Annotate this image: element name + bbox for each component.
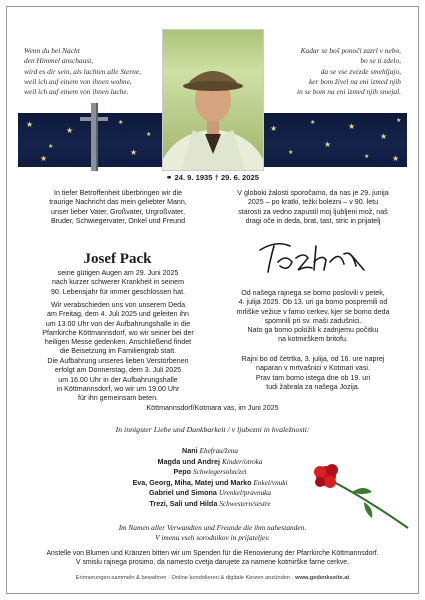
text-line: Wir verabschieden uns von unserem Deda bbox=[50, 301, 186, 309]
mourner-names: Eva, Georg, Miha, Matej und Marko bbox=[132, 477, 252, 487]
poem-line: weil ich auf einem von ihnen lache. bbox=[24, 87, 129, 97]
poem-line: bo se ti zdelo, bbox=[360, 56, 401, 66]
funeral-german bbox=[28, 301, 208, 357]
text-line: V imenu vseh sorodnikov in prijateljev. bbox=[155, 532, 270, 542]
poem-line: den Himmel anschaust, bbox=[24, 56, 94, 66]
star-icon: ★ bbox=[310, 120, 316, 126]
text-line: V globoki žalosti sporočamo, da nas je 29. junija bbox=[237, 189, 389, 197]
text-line: Pfarrkirche Köttmannsdorf, wo wir seiner bei der bbox=[42, 328, 194, 337]
text-line: unser lieber Vater, Großvater, Urgroßvater, bbox=[51, 207, 185, 216]
poem-line: da se vse zvezde smehljajo, bbox=[320, 66, 401, 76]
text-line: Nato ga bomo položili k zadnjemu počitku bbox=[247, 326, 379, 335]
text-line: starosti za vedno zapustil moj ljubljeni mož, naš bbox=[238, 207, 388, 216]
mourner-relation: Schwiegersohn/zet bbox=[193, 468, 247, 476]
text-line: 90. Lebensjahr für immer geschlossen hat. bbox=[50, 287, 186, 296]
text-line: 4. julija 2025. Ob 13. uri ga bomo pospremili od bbox=[238, 298, 388, 307]
text-line: am Freitag, dem 4. Juli 2025 und geleiten ihn bbox=[47, 310, 189, 319]
mourner-names: Trezi, Sali und Hilda bbox=[149, 498, 218, 508]
star-icon: ★ bbox=[392, 154, 400, 163]
text-line: naparan v mrtvašnici v Kotmari vasi. bbox=[256, 364, 370, 373]
text-line: traurige Nachricht das mein geliebter Mann, bbox=[49, 198, 187, 207]
text-line: 2025 – po kratki, težki bolezni – v 90. letu bbox=[247, 198, 379, 207]
poem-slovenian bbox=[261, 46, 401, 97]
text-line: Prav tam bomo istega dne ob 19. uri bbox=[255, 373, 371, 382]
mourner-names: Nani bbox=[182, 446, 198, 455]
text-line: nach kurzer schwerer Krankheit in seinem bbox=[51, 278, 185, 287]
poem-line: wird es dir sein, als lachten alle Sterne, bbox=[24, 66, 141, 76]
birth-death-dates: ⚭ 24. 9. 1935 † 29. 6. 2025 bbox=[166, 173, 259, 182]
death-notice-german bbox=[28, 269, 208, 297]
donation-notice bbox=[0, 549, 425, 567]
star-icon: ★ bbox=[396, 118, 402, 124]
text-line: für ihn gemeinsam beten. bbox=[77, 394, 159, 403]
wake-german bbox=[28, 357, 208, 403]
text-line: tudi žabrala za našega Jozija. bbox=[266, 382, 360, 391]
text-line: Od našega rajnega se bomo poslovili v petek, bbox=[241, 289, 385, 297]
star-icon: ★ bbox=[26, 120, 34, 129]
text-line: Im Namen aller Verwandten und Freunde die ihm nahestanden. bbox=[118, 523, 307, 532]
mourner-names: Magda und Andrej bbox=[157, 456, 220, 466]
text-line: Bruder, Schwiegervater, Onkel und Freund bbox=[50, 216, 186, 225]
wake-slovenian bbox=[218, 355, 408, 392]
funeral-slovenian bbox=[218, 289, 408, 345]
handwritten-signature bbox=[256, 236, 371, 278]
star-icon: ★ bbox=[348, 122, 356, 131]
text-line: dragi oče in deda, brat, tast, stric in prijatelj bbox=[245, 216, 381, 225]
poem-line: weil ich auf einem von ihnen wohne, bbox=[24, 76, 132, 86]
announcement-slovenian bbox=[218, 189, 408, 226]
portrait-illustration bbox=[163, 30, 263, 170]
mourner-row bbox=[60, 446, 360, 457]
mourners-heading: In innigster Liebe und Dankbarkeit / v ljubezni in hvaležnosti: bbox=[115, 425, 310, 434]
star-icon: ★ bbox=[48, 144, 54, 150]
deceased-name: Josef Pack bbox=[83, 251, 152, 267]
star-icon: ★ bbox=[40, 154, 48, 163]
poem-line: Kadar se boš ponoči zazrl v nebo, bbox=[300, 46, 401, 55]
footer bbox=[0, 575, 425, 581]
poem-line: Wenn du bei Nacht bbox=[24, 46, 80, 55]
text-line: Anstelle von Blumen und Kränzen bitten wir um Spenden für die Renovierung der Pfarrkirche Köttmannsdorf. bbox=[46, 550, 379, 557]
portrait-photo bbox=[162, 29, 264, 171]
place-and-date: Köttmannsdorf/Kotmara vas, im Juni 2025 bbox=[146, 404, 279, 412]
poem-line: in se bom na eni izmed njih smejal. bbox=[297, 87, 401, 97]
text-line: spomnili pri sv. maši zadušnici. bbox=[264, 316, 362, 325]
mourner-names: Gabriel und Simona bbox=[149, 488, 217, 497]
star-icon: ★ bbox=[364, 154, 370, 160]
text-line: erfolgt am Donnerstag, dem 3. Juli 2025 bbox=[54, 366, 182, 375]
star-icon: ★ bbox=[146, 132, 152, 138]
poem-german bbox=[24, 46, 164, 97]
star-icon: ★ bbox=[380, 132, 388, 141]
mourner-names: Pepo bbox=[173, 467, 192, 476]
text-line: heiligen Messe gedenken. Anschließend findet bbox=[44, 338, 192, 347]
star-icon: ★ bbox=[270, 124, 278, 133]
text-line: mrliške vežice v farno cerkev, kjer se bomo deda bbox=[236, 307, 390, 316]
text-line: in Köttmannsdorf, wo wir um 19.00 Uhr bbox=[56, 384, 180, 393]
text-line: seine gütigen Augen am 29. Juni 2025 bbox=[57, 269, 179, 277]
mourner-relation: Urenkel/pravnuka bbox=[218, 489, 271, 497]
cross-icon bbox=[74, 101, 114, 173]
footer-link[interactable]: www.gedenkseite.at bbox=[295, 575, 350, 581]
relatives-note bbox=[0, 523, 425, 542]
text-line: Die Aufbahrung unseres lieben Verstorbenen bbox=[47, 357, 189, 365]
announcement-german bbox=[28, 189, 208, 226]
text-line: na kotmirškem britofu. bbox=[278, 335, 348, 344]
mourner-relation: Kinder/otroka bbox=[221, 457, 263, 466]
star-icon: ★ bbox=[324, 140, 332, 149]
star-icon: ★ bbox=[130, 148, 138, 157]
star-icon: ★ bbox=[118, 120, 124, 126]
mourner-relation: Enkel/vnuki bbox=[253, 478, 288, 487]
mourner-relation: Ehefrau/žena bbox=[199, 447, 238, 455]
text-line: um 16.00 Uhr in der Aufbahrungshalle bbox=[58, 375, 178, 384]
mourner-relation: Schwestern/sestre bbox=[219, 499, 271, 508]
text-line: V smislu rajnega prosimo, da namesto cvetja darujete za namene kotmirške farne cerkve. bbox=[75, 559, 350, 567]
text-line: Rajni bo od četrtka, 3. julija, od 16. ure naprej bbox=[241, 355, 385, 363]
text-line: um 13.00 Uhr von der Aufbahrungshalle in die bbox=[45, 319, 191, 328]
footer-text: Erinnerungen sammeln & bewahren · Online kondolieren & digitale Kerzen anzünden · bbox=[75, 575, 296, 581]
star-icon: ★ bbox=[66, 126, 74, 135]
star-icon: ★ bbox=[288, 150, 294, 156]
poem-line: ker bom živel na eni izmed njih bbox=[309, 76, 401, 86]
text-line: In tiefer Betroffenheit überbringen wir die bbox=[53, 189, 183, 197]
text-line: die Beisetzung im Familiengrab statt. bbox=[59, 347, 177, 356]
